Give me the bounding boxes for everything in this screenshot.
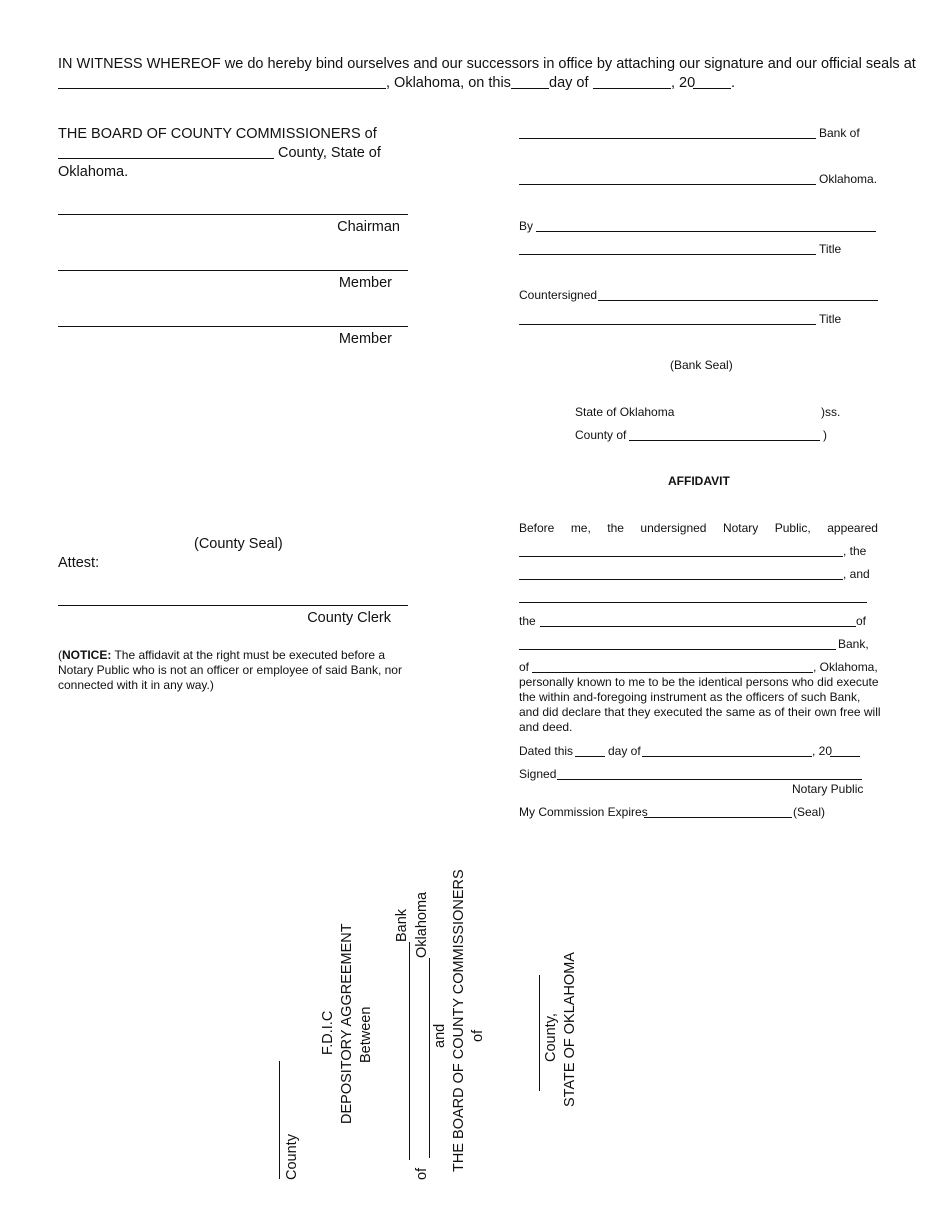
notice-body: The affidavit at the right must be executed before a Notary Public who is not an officer or employee of said Bank, nor connected with it in any way.) <box>58 648 402 692</box>
signed-label: Signed <box>519 767 557 781</box>
cover-board-label: THE BOARD OF COUNTY COMMISSIONERS <box>451 869 467 1172</box>
title1-label: Title <box>819 242 842 256</box>
cover-bank-label: Bank <box>394 908 410 942</box>
attest-label: Attest: <box>58 555 100 571</box>
cover-fdic-text <box>320 1011 336 1055</box>
before-word: the <box>607 521 624 535</box>
affidavit-and-1: , and <box>843 567 870 581</box>
cover-oklahoma-label: Oklahoma <box>414 891 430 958</box>
notary-signature-line[interactable] <box>557 779 862 780</box>
ss-label: )ss. <box>821 405 841 419</box>
cover-of2-label: of <box>470 1029 486 1042</box>
county-close-paren: ) <box>823 428 827 442</box>
dated-year-blank[interactable] <box>830 756 860 757</box>
witness-day-of: day of <box>549 75 589 91</box>
appeared-location-blank[interactable] <box>532 672 813 673</box>
cover-county2-label: County, <box>543 1013 559 1062</box>
before-word: Public, <box>774 521 811 535</box>
by-label: By <box>519 219 534 233</box>
cover-between <box>358 1007 374 1063</box>
notice-label: NOTICE: <box>62 648 112 662</box>
cover-county-rule <box>279 1061 280 1179</box>
affidavit-before-line <box>519 521 878 535</box>
appeared-title-blank[interactable] <box>540 626 856 627</box>
county-of-label: County of <box>575 428 627 442</box>
witness-oklahoma-on-this: , Oklahoma, on this <box>386 75 511 91</box>
county-seal-label: (County Seal) <box>194 536 283 552</box>
affidavit-paragraph: personally known to me to be the identical persons who did execute the within and-foregoing instrument as the officers of such Bank, and did declare that they executed the same as of their own free will and deed. <box>519 675 881 734</box>
affidavit-of-1: of <box>856 614 867 628</box>
cover-oklahoma <box>414 892 430 958</box>
notary-public-label: Notary Public <box>792 782 864 796</box>
affidavit-heading: AFFIDAVIT <box>668 474 730 488</box>
member1-label: Member <box>338 275 392 291</box>
witness-line-1: IN WITNESS WHEREOF we do hereby bind ourselves and our successors in office by attaching our signature and our official seals at <box>58 56 916 72</box>
title1-blank[interactable] <box>519 254 816 255</box>
county-of-blank[interactable] <box>629 440 820 441</box>
affidavit-oklahoma: , Oklahoma, <box>813 660 878 674</box>
countersigned-label: Countersigned <box>519 288 598 302</box>
cover-depository <box>339 923 355 1124</box>
before-word: me, <box>570 521 591 535</box>
bank-oklahoma-label: Oklahoma. <box>819 172 878 186</box>
before-word: appeared <box>827 521 878 535</box>
appeared-name1-blank[interactable] <box>519 556 843 557</box>
cover-county: County <box>284 1134 300 1180</box>
dated-day-blank[interactable] <box>575 756 605 757</box>
chairman-signature-line[interactable] <box>58 214 408 215</box>
board-county-state: County, State of <box>278 145 381 161</box>
member1-signature-line[interactable] <box>58 270 408 271</box>
cover-board <box>451 869 467 1172</box>
dated-twenty: , 20 <box>812 744 833 758</box>
cover-between-label: Between <box>358 1006 374 1063</box>
appeared-name2-blank[interactable] <box>519 579 843 580</box>
cover-and <box>432 1024 448 1048</box>
bank-name-blank[interactable] <box>519 138 816 139</box>
before-word: Notary <box>722 521 759 535</box>
countersigned-signature-line[interactable] <box>598 300 878 301</box>
witness-location-blank[interactable] <box>58 88 386 89</box>
witness-twenty: , 20 <box>671 75 696 91</box>
cover-state-label: STATE OF OKLAHOMA <box>562 952 578 1107</box>
cover-of-label: of <box>414 1167 430 1180</box>
before-word: undersigned <box>640 521 707 535</box>
notice-text <box>58 648 418 693</box>
title2-label: Title <box>819 312 842 326</box>
witness-day-blank[interactable] <box>511 88 549 89</box>
cover-fdic-label: F.D.I.C <box>320 1010 336 1055</box>
commission-date-blank[interactable] <box>644 817 792 818</box>
affidavit-the-2: the <box>519 614 536 628</box>
before-word: Before <box>519 521 555 535</box>
board-county-blank[interactable] <box>58 158 274 159</box>
dated-day-of: day of <box>608 744 641 758</box>
affidavit-of-2: of <box>519 660 530 674</box>
cover-county2 <box>543 1013 559 1062</box>
cover-depository-label: DEPOSITORY AGGREEMENT <box>339 923 355 1124</box>
cover-county2-blank[interactable] <box>539 975 540 1091</box>
state-of-oklahoma: State of Oklahoma <box>575 405 675 419</box>
witness-month-blank[interactable] <box>593 88 671 89</box>
affidavit-the-1: , the <box>843 544 867 558</box>
dated-month-blank[interactable] <box>642 756 812 757</box>
board-oklahoma: Oklahoma. <box>58 164 129 180</box>
county-clerk-label: County Clerk <box>307 610 391 626</box>
cover-bank <box>394 909 410 942</box>
seal-label: (Seal) <box>793 805 826 819</box>
cover-of-2 <box>470 1030 486 1042</box>
title2-blank[interactable] <box>519 324 816 325</box>
county-clerk-signature-line[interactable] <box>58 605 408 606</box>
chairman-label: Chairman <box>337 219 400 235</box>
cover-and-label: and <box>432 1023 448 1048</box>
cover-of <box>414 1168 430 1180</box>
cover-state <box>562 952 578 1107</box>
by-signature-line[interactable] <box>536 231 876 232</box>
witness-period: . <box>731 75 736 91</box>
cover-location-blank[interactable] <box>429 958 430 1158</box>
bank-location-blank[interactable] <box>519 184 816 185</box>
commission-expires-label: My Commission Expires <box>519 805 648 819</box>
member2-label: Member <box>338 331 392 347</box>
dated-this-label: Dated this <box>519 744 574 758</box>
cover-bank-blank[interactable] <box>409 942 410 1160</box>
appeared-name3-blank[interactable] <box>519 602 867 603</box>
notice-open-paren: ( <box>58 648 62 662</box>
board-title: THE BOARD OF COUNTY COMMISSIONERS of <box>58 126 377 142</box>
witness-year-blank[interactable] <box>693 88 731 89</box>
member2-signature-line[interactable] <box>58 326 408 327</box>
appeared-bank-blank[interactable] <box>519 649 836 650</box>
bank-seal-label: (Bank Seal) <box>670 358 733 372</box>
cover-county-column <box>284 1134 300 1180</box>
affidavit-bank: Bank, <box>838 637 869 651</box>
bank-of-label: Bank of <box>819 126 860 140</box>
